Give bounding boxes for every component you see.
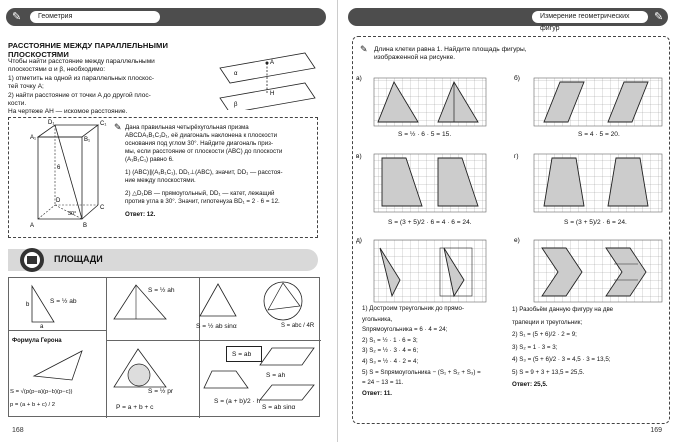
page-number-right: 169 bbox=[650, 427, 662, 434]
svg-text:C: C bbox=[100, 205, 105, 211]
solution-e: 1) Разобьём данную фигуру на две трапеции и треугольник; 2) S₁ = (5 + 6)/2 · 2 = 9; 3) S₂ = 1 · 3 = 3; 4) S₃ = (5 + 6)/2 · 3 = 4,5 · 3 = 13,5; 5) S = 9 + 3 + 13,5 = 25,5. Ответ: 25,5. bbox=[512, 306, 614, 388]
svg-text:6: 6 bbox=[57, 165, 61, 171]
formula-perimeter: P = a + b + c bbox=[116, 404, 154, 411]
heron-triangle bbox=[30, 346, 90, 386]
parallel-planes-diagram bbox=[210, 48, 320, 110]
section-title: РАССТОЯНИЕ МЕЖДУ ПАРАЛЛЕЛЬНЫМИ ПЛОСКОСТЯМИ bbox=[8, 41, 169, 59]
svg-text:B₁: B₁ bbox=[84, 137, 91, 143]
pencil-icon-example: ✎ bbox=[114, 122, 122, 132]
svg-text:α: α bbox=[234, 71, 238, 77]
svg-text:а): а) bbox=[356, 75, 362, 82]
right-triangle bbox=[14, 282, 94, 328]
formula-g: S = (3 + 5)/2 · 6 = 24. bbox=[564, 219, 627, 226]
svg-text:г): г) bbox=[514, 153, 519, 160]
svg-text:B: B bbox=[83, 223, 88, 229]
svg-text:H: H bbox=[270, 91, 275, 97]
page-number-left: 168 bbox=[12, 427, 24, 434]
formula-sin: S = ½ ab sinα bbox=[196, 323, 237, 330]
left-header bbox=[6, 8, 326, 26]
formula-a: S = ½ · 6 · 5 = 15. bbox=[398, 131, 452, 138]
right-header bbox=[348, 8, 668, 32]
formula-right: S = ½ ab bbox=[50, 298, 77, 305]
svg-text:30°: 30° bbox=[68, 211, 77, 217]
example-text: Дана правильная четырёхугольная призма ABCDA₁B₁C₁D₁, её диагональ наклонена к плоскости основания под углом 30°. Найдите диагональ приз- мы, если расстояние от плоскости (ABC) до плоскости (A₁B₁C₁) равно 6. 1) (ABC)∥(A₁B₁C₁), DD₁⊥(ABC), значит, DD₁ — расстоя- ние между плоскостями. 2) △D₁DB — прямоугольный, DD₁ — катет, лежащий против угла в 30°. Значит, гипотенуза BD₁ = 2 · 6 = 12. Ответ: 12. bbox=[125, 124, 283, 218]
pencil-icon: ✎ bbox=[12, 11, 22, 23]
svg-text:A₁: A₁ bbox=[30, 135, 37, 141]
formula-par-sin: S = ab sinα bbox=[262, 404, 296, 411]
svg-text:д): д) bbox=[356, 237, 362, 244]
pencil-icon-right: ✎ bbox=[654, 11, 664, 23]
formula-b: S = 4 · 5 = 20. bbox=[578, 131, 620, 138]
pencil-icon-task: ✎ bbox=[360, 44, 368, 54]
inscribed-circle bbox=[110, 345, 170, 391]
svg-text:D: D bbox=[56, 198, 61, 204]
svg-text:C₁: C₁ bbox=[100, 121, 107, 127]
heron-p: p = (a + b + c) / 2 bbox=[10, 402, 56, 408]
task-text: Длина клетки равна 1. Найдите площадь фигуры, изображенной на рисунке. bbox=[374, 46, 527, 62]
formula-v: S = (3 + 5)/2 · 6 = 4 · 6 = 24. bbox=[388, 219, 472, 226]
areas-band bbox=[8, 249, 318, 271]
svg-text:b: b bbox=[26, 302, 30, 308]
svg-text:е): е) bbox=[514, 237, 520, 244]
heron-title: Формула Герона bbox=[12, 338, 62, 344]
svg-text:б): б) bbox=[514, 75, 520, 82]
parallelogram bbox=[258, 345, 318, 369]
formula-par: S = ah bbox=[266, 372, 286, 379]
svg-text:A: A bbox=[30, 223, 35, 229]
formula-rect: S = ab bbox=[232, 351, 252, 358]
parallelogram-sin bbox=[258, 382, 318, 404]
areas-icon bbox=[18, 246, 46, 274]
solution-d: 1) Достроим треугольник до прямо- угольника, Sпрямоугольника = 6 · 4 = 24; 2) S₁ = ½ · 1 · 6 = 3; 3) S₂ = ½ · 3 · 4 = 6; 4) S₃ = ½ · 4 · 2 = 4; 5) S = Sпрямоугольника − (S₁ + S₂ + S₃) = = 24 − 13 = 11. Ответ: 11. bbox=[362, 305, 481, 397]
left-header-label: Геометрия bbox=[30, 11, 160, 23]
formula-trap: S = (a + b)/2 · h bbox=[214, 398, 261, 405]
svg-text:D₁: D₁ bbox=[48, 120, 55, 126]
intro-text: Чтобы найти расстояние между параллельными плоскостями α и β, необходимо: 1) отметить на одной из параллельных плоскос- тей точку A; 2) найти расстояние от точки A до другой плос- кости. На чертеже AH — искомое расстояние. bbox=[8, 58, 155, 116]
circumscribed-circle bbox=[258, 280, 308, 322]
svg-text:A: A bbox=[270, 60, 275, 66]
right-page bbox=[337, 0, 674, 442]
formula-inscribed: S = ½ pr bbox=[148, 388, 174, 395]
right-header-label: Измерение геометрических фигур bbox=[532, 11, 648, 23]
triangle-sin bbox=[196, 280, 241, 322]
formula-ah: S = ½ ah bbox=[148, 287, 175, 294]
svg-text:β: β bbox=[234, 102, 238, 108]
areas-title: ПЛОЩАДИ bbox=[54, 254, 103, 264]
prism-diagram bbox=[20, 119, 110, 235]
svg-text:a: a bbox=[40, 324, 44, 328]
svg-text:в): в) bbox=[356, 153, 362, 160]
formula-circum: S = abc / 4R bbox=[281, 323, 315, 329]
trapezoid bbox=[200, 368, 255, 392]
heron-formula: S = √(p(p−a)(p−b)(p−c)) bbox=[10, 389, 73, 395]
grid-panels bbox=[354, 72, 670, 304]
